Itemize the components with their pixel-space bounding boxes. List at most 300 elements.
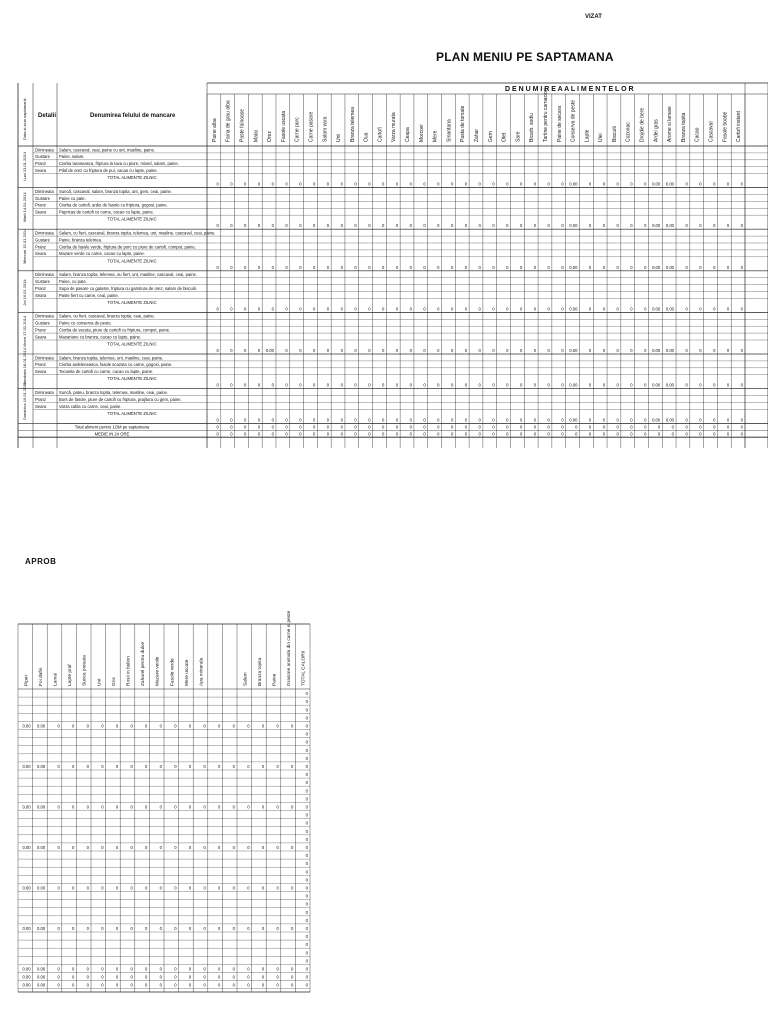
- lower-value: 0: [276, 926, 279, 931]
- week-value: 0: [285, 424, 288, 430]
- lower-value: 0: [174, 804, 177, 810]
- total-value: 0: [685, 264, 688, 270]
- week-value: 0: [726, 424, 730, 430]
- total-value: 0: [285, 382, 288, 388]
- food-heading: Cartofi instant: [736, 111, 743, 142]
- lower-calorie: 0: [305, 885, 308, 891]
- total-value: 0: [506, 417, 509, 423]
- total-value: 0: [299, 181, 302, 187]
- total-value: 0: [740, 417, 743, 423]
- total-value: 0: [547, 264, 550, 270]
- lower-value: 0: [130, 804, 133, 810]
- dish-text: Paste fiert cu carne, ceai, paine.: [59, 292, 119, 298]
- meal-label: Dimineata: [35, 313, 54, 319]
- lower-calorie: 0: [305, 877, 308, 883]
- lower-value: 0: [115, 885, 119, 891]
- total-value: 0: [464, 223, 468, 229]
- week-value: 0: [216, 431, 219, 437]
- total-value: 0: [547, 417, 550, 423]
- total-value: 0: [450, 382, 454, 388]
- week-value: 0: [588, 431, 592, 437]
- meal-label: Dimineata: [35, 230, 54, 236]
- total-value: 0: [561, 181, 564, 187]
- lower-value: 0.00: [37, 723, 46, 729]
- lower-calorie: 0: [305, 715, 308, 721]
- lower-value: 0: [145, 764, 148, 769]
- meal-label: Gustare: [35, 279, 50, 284]
- total-value: 0: [506, 223, 509, 229]
- meal-label: Pranz: [35, 202, 46, 208]
- lower-value: 0: [203, 885, 206, 891]
- lower-value: 0: [57, 966, 60, 972]
- dish-text: Paine, cu pate.: [59, 279, 87, 284]
- total-zilnic-label: TOTAL ALIMENTE ZILNIC: [107, 216, 157, 222]
- lower-value: 0: [276, 966, 279, 972]
- food-heading: Ulei: [598, 133, 605, 142]
- total-value: 0: [244, 223, 247, 229]
- lower-heading: Salam: [243, 672, 249, 686]
- meal-label: Seara: [35, 292, 47, 298]
- food-heading: Biscuiti: [611, 126, 618, 142]
- lower-value: 0: [145, 804, 148, 810]
- total-value: 0.00: [652, 382, 661, 388]
- week-value: 0: [561, 431, 564, 437]
- total-value: 0: [450, 417, 454, 423]
- total-value: 0.00: [665, 348, 675, 353]
- lower-heading: Lapte praf: [68, 664, 74, 686]
- total-value: 0: [588, 417, 592, 423]
- total-value: 0.00: [569, 348, 578, 353]
- lower-value: 0: [188, 974, 192, 980]
- total-value: 0: [699, 417, 702, 423]
- total-value: 0: [340, 382, 343, 388]
- dish-text: Suncă, cascaval, salam, branza topita, unt, gem, ceai, paine.: [59, 188, 172, 194]
- lower-value: 0: [232, 885, 235, 891]
- total-value: 0: [395, 223, 399, 229]
- dish-text: Salam, ou fiert, cascaval, branza topita, ceai, paine.: [59, 313, 155, 319]
- total-value: 0: [285, 223, 288, 229]
- week-value: 0: [506, 424, 509, 430]
- lower-calorie: 0: [305, 723, 308, 729]
- total-value: 0: [437, 417, 440, 423]
- total-value: 0: [464, 264, 468, 270]
- meal-label: Seara: [35, 403, 47, 409]
- total-value: 0: [478, 264, 481, 270]
- total-value: 0: [726, 417, 730, 423]
- lower-calorie: 0: [305, 731, 308, 737]
- total-value: 0: [602, 223, 606, 229]
- total-zilnic-label: TOTAL ALIMENTE ZILNIC: [107, 175, 157, 181]
- lower-calorie: 0: [305, 788, 308, 794]
- lower-calorie: 0: [305, 958, 308, 964]
- lower-heading: Sunca presata: [82, 655, 88, 686]
- total-value: 0: [519, 223, 523, 229]
- total-value: 0: [395, 417, 399, 423]
- total-value: 0: [699, 382, 702, 388]
- food-heading: Cozonac: [625, 122, 632, 142]
- total-value: 0: [602, 264, 606, 270]
- total-value: 0: [437, 382, 440, 388]
- total-value: 0.00: [665, 181, 675, 187]
- total-value: 0: [230, 264, 233, 270]
- lower-value: 0: [101, 723, 104, 729]
- total-zilnic-label: TOTAL ALIMENTE ZILNIC: [107, 376, 157, 382]
- lower-value: 0: [247, 966, 250, 972]
- lower-calorie: 0: [305, 893, 308, 899]
- food-heading: Smantana: [446, 119, 453, 142]
- food-heading: Arome si lamaie: [667, 106, 674, 142]
- dish-text: Supa de pasare cu galuste, friptura cu garnitura de orez, salam de biscuiti.: [59, 285, 198, 291]
- total-value: 0: [492, 306, 495, 312]
- col-data-heading: Data si ziua saptamanii: [22, 98, 27, 140]
- total-value: 0: [216, 382, 219, 388]
- total-value: 0: [368, 264, 371, 270]
- total-value: 0: [464, 306, 468, 312]
- week-value: 0: [602, 424, 606, 430]
- lower-value: 0.00: [22, 845, 31, 850]
- lower-value: 0: [188, 845, 192, 850]
- total-value: 0: [271, 181, 274, 187]
- lower-calorie: 0: [305, 909, 308, 915]
- lower-calorie: 0: [305, 901, 308, 907]
- total-value: 0: [313, 348, 316, 353]
- total-value: 0: [561, 264, 564, 270]
- total-value: 0: [216, 181, 219, 187]
- lower-value: 0: [130, 845, 133, 850]
- food-heading: Gem: [487, 131, 494, 142]
- lower-value: 0.00: [37, 804, 46, 810]
- total-value: 0: [423, 382, 426, 388]
- total-value: 0: [561, 306, 564, 312]
- lower-heading: Gris: [111, 677, 117, 686]
- lower-value: 0: [261, 966, 265, 972]
- meal-label: Pranz: [35, 244, 46, 250]
- total-value: 0: [602, 382, 606, 388]
- total-value: 0: [368, 417, 371, 423]
- lower-value: 0: [86, 974, 89, 980]
- total-value: 0: [533, 223, 537, 229]
- total-value: 0: [395, 306, 399, 312]
- lower-value: 0: [115, 966, 119, 972]
- lower-calorie: 0: [305, 820, 308, 826]
- week-value: 0: [285, 431, 288, 437]
- total-value: 0: [368, 223, 371, 229]
- week-value: 0: [630, 424, 633, 430]
- lower-value: 0: [291, 974, 294, 980]
- week-value: 0: [519, 431, 523, 437]
- lower-value: 0: [57, 723, 60, 729]
- lower-value: 0: [261, 804, 265, 810]
- total-zilnic-label: TOTAL ALIMENTE ZILNIC: [107, 258, 157, 264]
- dish-text: Ciorba ardeleneasca, fasole scazuta cu carne, gogosi, paine.: [59, 362, 173, 368]
- lower-value: 0: [247, 845, 250, 850]
- dish-text: Salam, cu fiert, cascaval, branza topita, telemea, unt, masline, cascaval, ceai, paine.: [59, 230, 216, 236]
- total-value: 0: [395, 348, 399, 353]
- total-value: 0: [713, 417, 716, 423]
- total-value: 0: [519, 264, 523, 270]
- total-value: 0.00: [665, 417, 675, 423]
- lower-value: 0: [86, 885, 89, 891]
- total-value: 0.00: [665, 223, 675, 229]
- lower-value: 0: [218, 804, 221, 810]
- day-label: Luni 13.01.2014: [22, 152, 27, 181]
- dish-text: Ciorba de vacuta, piure de cartofi cu friptura, compot, paine.: [59, 327, 171, 333]
- lower-value: 0: [174, 966, 177, 972]
- lower-value: 0: [203, 974, 206, 980]
- total-value: 0: [409, 348, 412, 353]
- total-value: 0: [478, 306, 481, 312]
- aprob-label: APROB: [25, 557, 57, 566]
- lower-value: 0: [130, 723, 133, 729]
- dish-text: Ciorba taraneasca, friptura la tava cu piure, mixed, salam, paine.: [59, 161, 179, 167]
- lower-calorie: 0: [305, 917, 308, 923]
- dish-text: Pilaf de orez cu friptura de pui, cacao cu lapte, paine.: [59, 168, 158, 173]
- total-value: 0: [533, 306, 537, 312]
- total-value: 0.00: [652, 223, 661, 229]
- total-value: 0: [230, 417, 233, 423]
- total-value: 0: [257, 181, 261, 187]
- meal-label: Seara: [35, 251, 47, 257]
- lower-value: 0: [57, 804, 60, 810]
- week-value: 0: [671, 424, 675, 430]
- total-value: 0: [381, 382, 385, 388]
- week-value: 0: [464, 431, 468, 437]
- total-value: 0: [257, 348, 261, 353]
- week-value: 0: [313, 431, 316, 437]
- total-value: 0: [616, 223, 619, 229]
- week-value: 0: [216, 424, 219, 430]
- lower-calorie: 0: [305, 812, 308, 818]
- total-value: 0: [368, 382, 371, 388]
- lower-value: 0: [276, 804, 279, 810]
- total-value: 0: [726, 306, 730, 312]
- lower-value: 0: [218, 845, 221, 850]
- week-value: 0: [699, 431, 702, 437]
- food-heading: Malai: [253, 130, 260, 142]
- lower-value: 0: [232, 966, 235, 972]
- week-value: 0: [740, 431, 743, 437]
- lower-value: 0.00: [22, 982, 31, 988]
- col-fel-heading: Denumirea felului de mancare: [90, 113, 176, 119]
- total-value: 0.00: [569, 264, 578, 270]
- lower-value: 0.00: [37, 966, 46, 972]
- total-value: 0: [685, 223, 688, 229]
- total-value: 0: [299, 382, 302, 388]
- dish-text: Mazariane cu branza, cacao cu lapte, paine.: [59, 334, 142, 340]
- total-value: 0: [285, 306, 288, 312]
- dish-text: Bors de fasole, piure de cartofi cu friptura, prajitura cu gem, paine.: [59, 396, 182, 402]
- lower-value: 0: [115, 764, 119, 769]
- lower-value: 0: [261, 926, 265, 931]
- meal-label: Gustare: [35, 237, 50, 243]
- lower-heading: Fasole verde: [170, 658, 176, 686]
- total-value: 0: [368, 348, 371, 353]
- lower-value: 0: [101, 982, 104, 988]
- total-value: 0: [506, 306, 509, 312]
- lower-heading: Paine: [272, 673, 278, 686]
- total-value: 0: [271, 264, 274, 270]
- lower-value: 0: [115, 804, 119, 810]
- week-value: 0: [575, 424, 578, 430]
- total-value: 0: [313, 417, 316, 423]
- dish-text: Suncă, pateu, branza topita, telemea, masline, ceai, paine.: [59, 390, 168, 395]
- total-value: 0: [630, 348, 633, 353]
- lower-value: 0: [86, 926, 89, 931]
- lower-value: 0: [130, 926, 133, 931]
- total-value: 0: [285, 264, 288, 270]
- lower-value: 0: [232, 982, 235, 988]
- total-value: 0: [299, 417, 302, 423]
- total-value: 0: [271, 382, 274, 388]
- total-value: 0: [230, 223, 233, 229]
- lower-value: 0.00: [22, 885, 31, 891]
- total-value: 0: [450, 223, 454, 229]
- total-value: 0: [699, 306, 702, 312]
- total-value: 0: [216, 223, 219, 229]
- total-value: 0: [216, 417, 219, 423]
- week-value: 0: [588, 424, 592, 430]
- total-value: 0: [492, 264, 495, 270]
- total-value: 0: [478, 223, 481, 229]
- total-value: 0: [381, 417, 385, 423]
- total-value: 0: [423, 264, 426, 270]
- dish-text: Ciorba de fasole verde, friptura de porc cu piure de cartofi, compot, paine.: [59, 244, 196, 250]
- lower-value: 0: [291, 982, 294, 988]
- food-heading: Oua: [363, 132, 370, 142]
- total-value: 0: [547, 382, 550, 388]
- total-value: 0.00: [665, 264, 675, 270]
- lower-value: 0: [101, 764, 104, 769]
- total-value: 0: [561, 223, 564, 229]
- lower-value: 0: [86, 966, 89, 972]
- total-value: 0: [740, 223, 743, 229]
- meal-label: Seara: [35, 168, 47, 173]
- food-heading: Branza telemea: [349, 106, 356, 142]
- total-value: 0: [450, 264, 454, 270]
- lower-value: 0: [72, 966, 75, 972]
- lower-value: 0: [174, 926, 177, 931]
- food-heading: Tartine pentru carnaciori: [542, 88, 549, 142]
- lower-value: 0: [203, 966, 206, 972]
- food-heading: Cartofi: [377, 127, 384, 142]
- total-value: 0: [630, 382, 633, 388]
- total-value: 0: [299, 264, 302, 270]
- total-value: 0: [313, 306, 316, 312]
- total-value: 0: [547, 306, 550, 312]
- lower-value: 0: [130, 764, 133, 769]
- total-value: 0: [740, 181, 743, 187]
- lower-value: 0: [276, 974, 279, 980]
- lower-value: 0: [145, 982, 148, 988]
- lower-value: 0: [218, 982, 221, 988]
- total-value: 0: [285, 348, 288, 353]
- total-value: 0: [561, 348, 564, 353]
- week-value: 0: [368, 424, 371, 430]
- lower-value: 0: [86, 982, 89, 988]
- lower-value: 0: [291, 723, 294, 729]
- lower-value: 0.00: [37, 885, 46, 891]
- total-value: 0: [326, 306, 330, 312]
- week-value: 0: [409, 431, 412, 437]
- total-value: 0: [644, 181, 647, 187]
- total-value: 0: [547, 348, 550, 353]
- total-value: 0: [519, 348, 523, 353]
- total-value: 0: [492, 223, 495, 229]
- total-value: 0: [685, 417, 688, 423]
- lower-calorie: 0: [305, 966, 308, 972]
- lower-value: 0: [188, 885, 192, 891]
- total-value: 0: [423, 348, 426, 353]
- total-value: 0: [713, 382, 716, 388]
- lower-value: 0: [72, 885, 75, 891]
- total-value: 0: [478, 348, 481, 353]
- total-value: 0: [478, 382, 481, 388]
- lower-value: 0: [232, 764, 235, 769]
- total-value: 0.00: [652, 348, 661, 353]
- total-value: 0: [464, 382, 468, 388]
- lower-value: 0: [203, 926, 206, 931]
- total-week-label: Total aliment pentru 1OM pe saptamana: [74, 424, 150, 430]
- lower-value: 0: [174, 723, 177, 729]
- total-value: 0: [644, 348, 647, 353]
- meal-label: Pranz: [35, 396, 46, 402]
- total-value: 0: [368, 306, 371, 312]
- total-value: 0.00: [265, 348, 274, 353]
- week-value: 0: [699, 424, 702, 430]
- total-value: 0: [257, 417, 261, 423]
- lower-value: 0: [291, 926, 294, 931]
- lower-heading: Branza topita: [257, 657, 263, 686]
- lower-calorie: 0: [305, 950, 308, 956]
- total-value: 0: [216, 348, 219, 353]
- lower-value: 0: [261, 845, 265, 850]
- total-value: 0.00: [569, 306, 578, 312]
- week-value: 0: [644, 424, 647, 430]
- lower-calorie: 0: [305, 861, 308, 867]
- lower-calorie: 0: [305, 739, 308, 745]
- total-value: 0: [561, 417, 564, 423]
- lower-value: 0: [174, 982, 177, 988]
- lower-value: 0: [291, 885, 294, 891]
- day-label: Joi 16.01.2014: [22, 279, 27, 306]
- food-heading: Ceapa: [405, 127, 412, 142]
- lower-value: 0: [115, 723, 119, 729]
- food-heading: Branza topita: [680, 112, 687, 142]
- lower-heading: Mazare verde: [155, 656, 161, 686]
- food-heading: Zahar: [474, 128, 480, 142]
- total-value: 0: [313, 264, 316, 270]
- lower-value: 0: [145, 885, 148, 891]
- week-value: 0: [271, 431, 274, 437]
- total-value: 0: [423, 181, 426, 187]
- total-value: 0: [713, 223, 716, 229]
- week-value: 0: [423, 431, 426, 437]
- food-heading: Otet: [501, 132, 508, 142]
- lower-value: 0: [72, 845, 75, 850]
- total-value: 0: [381, 223, 385, 229]
- total-value: 0: [478, 181, 481, 187]
- total-value: 0: [354, 348, 357, 353]
- total-value: 0: [244, 306, 247, 312]
- total-value: 0: [685, 306, 688, 312]
- total-value: 0: [271, 306, 274, 312]
- total-value: 0: [533, 181, 537, 187]
- total-value: 0: [740, 306, 743, 312]
- food-heading: Fasole uscata: [280, 110, 287, 142]
- lower-value: 0: [232, 926, 235, 931]
- week-value: 0: [299, 424, 302, 430]
- week-value: 0: [244, 431, 247, 437]
